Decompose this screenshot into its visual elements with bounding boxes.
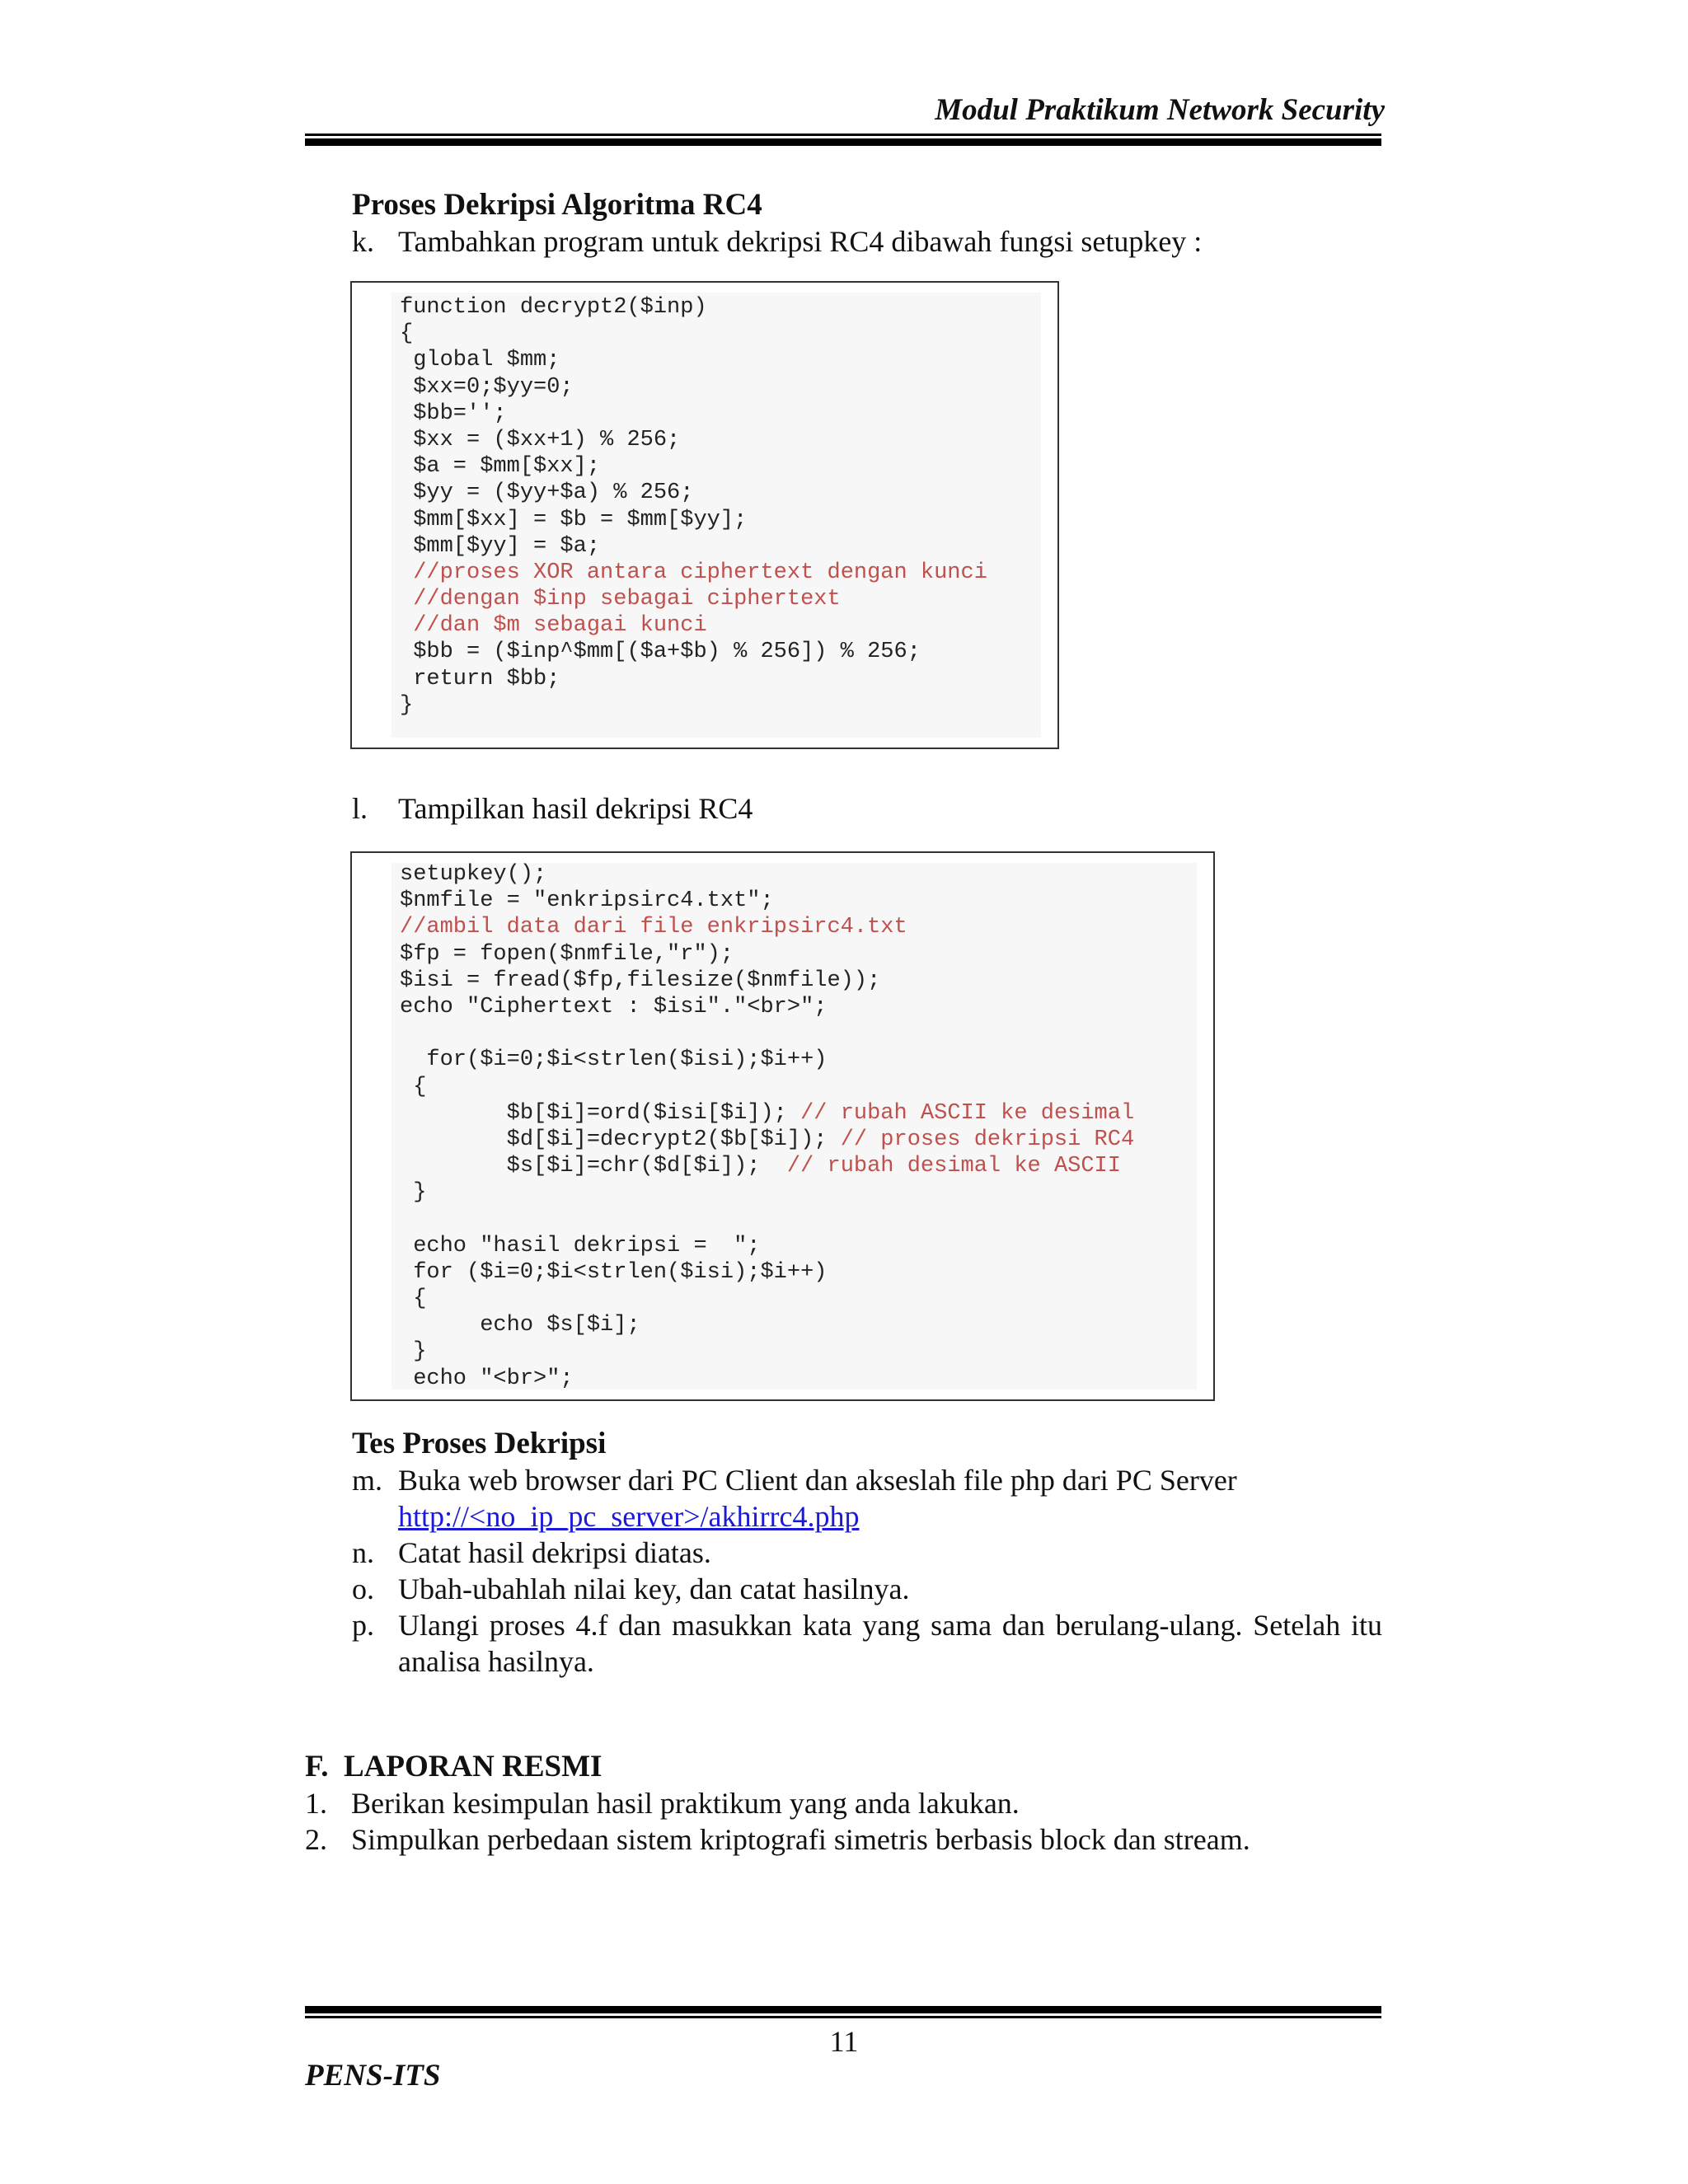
list-marker: l. xyxy=(352,792,368,825)
header-rule-thick xyxy=(305,138,1381,146)
code-line: return $bb; xyxy=(400,666,560,691)
code-line: $b[$i]=ord($isi[$i]); // rubah ASCII ke desimal xyxy=(400,1100,1135,1126)
code-block-decrypt2 xyxy=(350,281,1059,749)
header-rule-thin xyxy=(305,134,1381,136)
code-line: //dan $m sebagai kunci xyxy=(413,613,707,639)
code-line: } xyxy=(400,1339,427,1365)
list-item-text: Simpulkan perbedaan sistem kriptografi simetris berbasis block dan stream. xyxy=(351,1823,1250,1856)
section-heading-report: F. LAPORAN RESMI xyxy=(305,1750,603,1783)
code-line: $d[$i]=decrypt2($b[$i]); // proses dekripsi RC4 xyxy=(400,1127,1135,1152)
list-item-2 xyxy=(305,1821,1381,1858)
code-line xyxy=(400,1206,1134,1232)
code-line xyxy=(400,1020,1134,1047)
code-listing-decrypt2 xyxy=(400,294,987,719)
list-item-p xyxy=(352,1607,1382,1680)
code-line: { xyxy=(400,321,414,347)
list-marker: m. xyxy=(352,1464,383,1497)
code-line: $nmfile = "enkripsirc4.txt"; xyxy=(400,888,774,914)
list-marker: p. xyxy=(352,1609,374,1642)
code-line: { xyxy=(400,1286,427,1311)
header-title: Modul Praktikum Network Security xyxy=(935,93,1385,127)
list-marker: 1. xyxy=(305,1787,327,1820)
code-line: $yy = ($yy+$a) % 256; xyxy=(400,480,694,506)
code-line: //proses XOR antara ciphertext dengan kunci xyxy=(413,560,987,585)
list-item-text: Ubah-ubahlah nilai key, dan catat hasilnya. xyxy=(398,1572,910,1605)
code-line: $isi = fread($fp,filesize($nmfile)); xyxy=(400,968,881,993)
server-url-link[interactable]: http://<no_ip_pc_server>/akhirrc4.php xyxy=(398,1500,860,1533)
list-item-m xyxy=(352,1462,1382,1535)
section-heading-test: Tes Proses Dekripsi xyxy=(352,1427,607,1460)
list-marker: 2. xyxy=(305,1823,327,1856)
code-line: $xx = ($xx+1) % 256; xyxy=(400,427,681,452)
list-item-text: Ulangi proses 4.f dan masukkan kata yang sama dan berulang-ulang. Setelah itu analisa hasilnya. xyxy=(398,1609,1382,1678)
code-line: } xyxy=(400,692,414,718)
code-line: } xyxy=(400,1180,427,1206)
list-item-text: Berikan kesimpulan hasil praktikum yang anda lakukan. xyxy=(351,1787,1020,1820)
list-marker: o. xyxy=(352,1572,374,1605)
footer-rule-thick xyxy=(305,2006,1381,2013)
code-listing-display xyxy=(400,861,1134,1392)
footer-rule-thin xyxy=(305,2016,1381,2018)
list-item-l xyxy=(352,790,1382,827)
list-item-text: Catat hasil dekripsi diatas. xyxy=(398,1536,711,1569)
list-item-k xyxy=(352,223,1382,260)
code-line: $bb = ($inp^$mm[($a+$b) % 256]) % 256; xyxy=(400,640,921,665)
code-line: $s[$i]=chr($d[$i]); // rubah desimal ke ASCII xyxy=(400,1154,1121,1179)
list-item-text: Tambahkan program untuk dekripsi RC4 dibawah fungsi setupkey : xyxy=(398,225,1203,258)
code-line: setupkey(); xyxy=(400,862,547,887)
footer-org: PENS-ITS xyxy=(305,2059,441,2093)
list-item-text: Buka web browser dari PC Client dan akseslah file php dari PC Server xyxy=(398,1464,1237,1497)
code-line: { xyxy=(400,1074,427,1099)
list-item-o xyxy=(352,1571,1382,1607)
list-marker: n. xyxy=(352,1536,374,1569)
code-line: //dengan $inp sebagai ciphertext xyxy=(413,587,841,612)
code-line: $xx=0;$yy=0; xyxy=(400,374,574,400)
code-line: $a = $mm[$xx]; xyxy=(400,454,601,480)
code-line: $bb=''; xyxy=(400,401,507,426)
code-line: $mm[$xx] = $b = $mm[$yy]; xyxy=(400,507,748,532)
code-line: echo "Ciphertext : $isi"."<br>"; xyxy=(400,994,828,1019)
code-line: echo $s[$i]; xyxy=(400,1313,640,1338)
section-heading-decrypt: Proses Dekripsi Algoritma RC4 xyxy=(352,188,762,222)
list-item-1 xyxy=(305,1785,1381,1821)
code-line: global $mm; xyxy=(400,348,560,373)
code-line: echo "hasil dekripsi = "; xyxy=(400,1233,761,1258)
code-line: for ($i=0;$i<strlen($isi);$i++) xyxy=(400,1259,828,1285)
page-number: 11 xyxy=(829,2025,859,2058)
list-item-n xyxy=(352,1535,1382,1571)
list-marker: k. xyxy=(352,225,374,258)
code-line: //ambil data dari file enkripsirc4.txt xyxy=(400,915,907,940)
code-line: $fp = fopen($nmfile,"r"); xyxy=(400,941,734,967)
code-line: for($i=0;$i<strlen($isi);$i++) xyxy=(400,1047,828,1073)
code-line: $mm[$yy] = $a; xyxy=(400,533,601,559)
code-line: echo "<br>"; xyxy=(400,1366,574,1391)
code-block-display xyxy=(350,851,1215,1401)
list-item-text: Tampilkan hasil dekripsi RC4 xyxy=(398,792,753,825)
code-line: function decrypt2($inp) xyxy=(400,295,707,320)
